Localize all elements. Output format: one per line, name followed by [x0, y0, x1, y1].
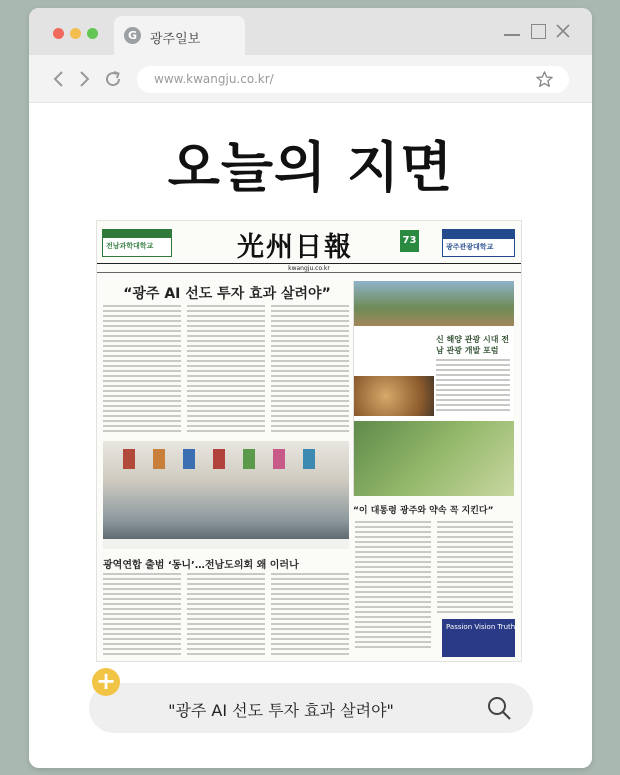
close-window-dot[interactable]: [53, 28, 64, 39]
garden-photo: [354, 421, 514, 496]
exhibition-photo: [103, 441, 349, 539]
search-icon[interactable]: [486, 695, 512, 721]
anniversary-logo: 73: [400, 230, 419, 252]
back-arrow-icon[interactable]: [49, 69, 69, 89]
article-column: [103, 305, 181, 435]
close-icon[interactable]: [554, 22, 572, 40]
page-headline: 오늘의 지면: [167, 136, 454, 199]
reload-icon[interactable]: [103, 69, 123, 89]
article-column: [187, 305, 265, 435]
tourism-feature: [353, 281, 513, 496]
left-ad-text: 전남과학대학교: [106, 242, 154, 250]
left-ad-box: [102, 229, 172, 257]
article-column: [271, 305, 349, 435]
food-photo: [354, 376, 434, 416]
dateline: [97, 263, 521, 273]
article-column: [187, 573, 265, 658]
browser-toolbar: [29, 55, 592, 103]
minimize-icon[interactable]: [503, 22, 521, 40]
url-text: www.kwangju.co.kr/: [154, 72, 274, 86]
paper-main-headline: “광주 AI 선도 투자 효과 살려야”: [123, 286, 331, 302]
search-query: "광주 AI 선도 투자 효과 살려야": [168, 701, 394, 720]
minimize-window-dot[interactable]: [70, 28, 81, 39]
photo-caption: [103, 539, 349, 549]
bottom-ad-text: Passion Vision Truth: [446, 623, 516, 631]
article-column: [103, 573, 181, 658]
tourism-forum-title: 신 해양 관광 시대 전남 관광 개발 포럼: [436, 335, 509, 355]
resort-photo: [354, 281, 514, 326]
newspaper-masthead: 光州日報: [237, 232, 353, 263]
add-button[interactable]: +: [92, 668, 120, 696]
newspaper-front-page[interactable]: [97, 221, 521, 661]
right-ad-box: [442, 229, 515, 257]
paper-side-headline: “이 대통령 광주와 약속 꼭 지킨다”: [353, 506, 494, 516]
title-bar: [29, 8, 592, 55]
zoom-window-dot[interactable]: [87, 28, 98, 39]
maximize-icon[interactable]: [529, 22, 547, 40]
browser-tab[interactable]: [114, 16, 245, 55]
bottom-ad-box: [442, 619, 515, 657]
bookmark-star-icon[interactable]: [535, 70, 554, 89]
address-bar[interactable]: [137, 66, 569, 93]
forward-arrow-icon[interactable]: [74, 69, 94, 89]
tab-title: 광주일보: [150, 32, 201, 47]
favicon-icon: G: [124, 27, 141, 44]
search-bar[interactable]: [89, 683, 533, 733]
browser-window: [29, 8, 592, 768]
article-column: [271, 573, 349, 658]
paper-sub-headline: 광역연합 출범 ‘동니’…전남도의회 왜 이러나: [103, 560, 299, 571]
right-ad-text: 광주관광대학교: [446, 243, 494, 251]
article-column: [437, 521, 513, 616]
paper-site: kwangju.co.kr: [288, 265, 330, 272]
page-content: [29, 103, 592, 768]
article-column: [355, 521, 431, 651]
